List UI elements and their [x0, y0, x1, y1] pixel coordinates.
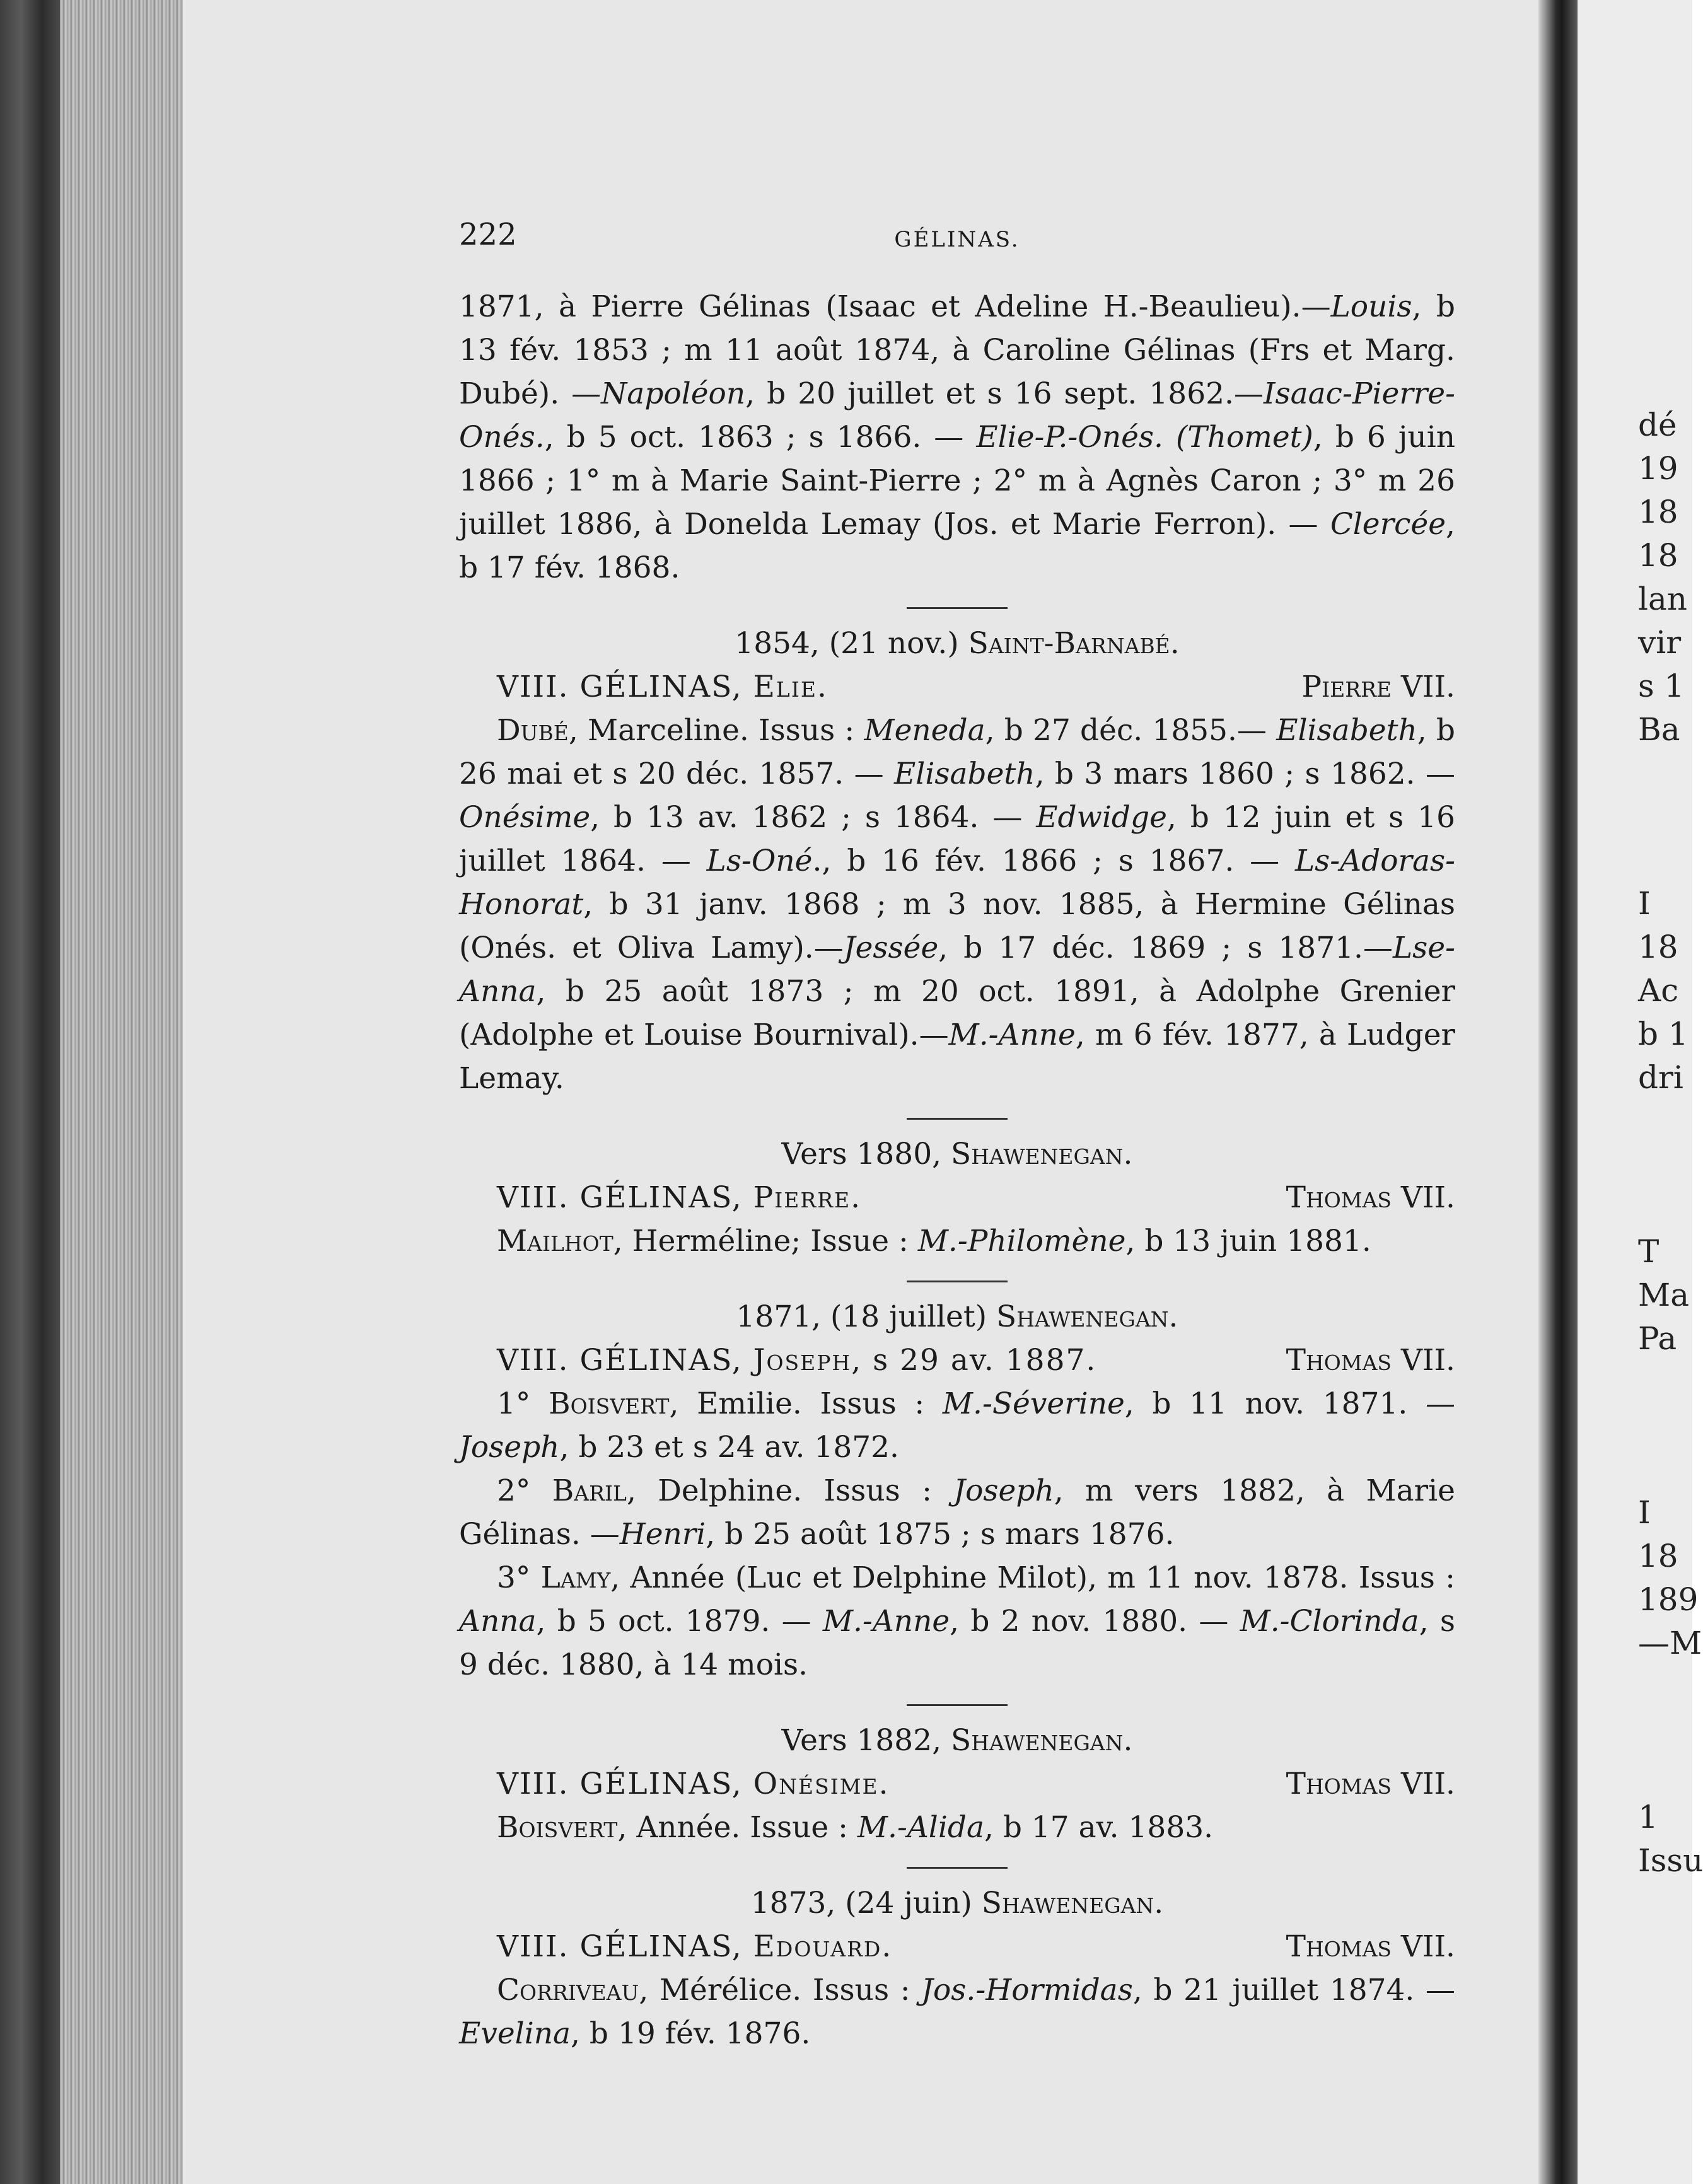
marriage-place: Shawenegan.	[981, 1886, 1164, 1920]
text-run: , Herméline; Issue :	[613, 1224, 918, 1258]
given-name: Elie.	[753, 670, 828, 704]
text-run: ., b 16 fév. 1866 ; s 1867. —	[812, 844, 1295, 878]
text-run: , Année (Luc et Delphine Milot), m 11 nov. 1878. Issus :	[610, 1560, 1455, 1595]
parent-reference: Thomas VII.	[1286, 1343, 1455, 1378]
next-page-edge	[1578, 0, 1703, 2184]
text-run: , b 31 janv. 1868 ; m 3 nov. 1885, à Hermine Gélinas (Onés. et Oliva Lamy).—	[459, 887, 1455, 965]
child-name: Elisabeth	[893, 757, 1035, 791]
generation-subject	[497, 1762, 890, 1806]
child-name: Jos.-Hormidas	[921, 1973, 1133, 2007]
text-run: , b 17 av. 1883.	[984, 1810, 1214, 1845]
parent-reference: Thomas VII.	[1286, 1180, 1455, 1215]
text-run: 1871, à Pierre Gélinas (Isaac et Adeline H.-Beaulieu).—	[459, 289, 1331, 324]
text-run: , m 6 fév. 1877, à Ludger Lemay.	[459, 1018, 1455, 1096]
section-divider	[907, 1704, 1008, 1706]
child-name: Louis	[1330, 289, 1412, 324]
child-name: Elisabeth	[1276, 713, 1417, 748]
page-stack	[60, 0, 183, 2184]
marriage-date: 1873, (24 juin)	[750, 1886, 982, 1920]
surname: VIII. GÉLINAS,	[497, 1180, 753, 1215]
child-name: Elie-P.-Onés. (Thomet)	[976, 420, 1313, 455]
marriage-date: Vers 1882,	[781, 1723, 951, 1758]
spouse-surname: Boisvert	[497, 1810, 618, 1845]
entry-text	[459, 1382, 1455, 1469]
text-run: , Mérélice. Issus :	[639, 1973, 922, 2007]
marriage-heading	[459, 1295, 1455, 1339]
child-name: M.-Anne	[948, 1018, 1076, 1052]
marriage-place: Saint-Barnabé.	[968, 626, 1180, 661]
text-run: , b 6 juin 1866 ; 1° m à Marie Saint-Pierre ; 2° m à Agnès Caron ; 3° m 26 juillet 1886, à Donelda Lemay (Jos. et Marie Ferron). —	[459, 420, 1455, 542]
entry-text	[459, 1968, 1455, 2055]
text-run: , b 5 oct. 1863 ; s 1866. —	[544, 420, 977, 455]
text-run: , b 25 août 1873 ; m 20 oct. 1891, à Adolphe Grenier (Adolphe et Louise Bournival).—	[459, 974, 1455, 1052]
entry-text	[459, 1556, 1455, 1687]
page-header	[459, 213, 1455, 270]
text-run: , b 20 juillet et s 16 sept. 1862.—	[745, 376, 1264, 411]
child-name: Onésime	[459, 800, 591, 835]
intro-paragraph	[459, 285, 1455, 590]
surname: VIII. GÉLINAS,	[497, 1343, 753, 1378]
family-entry	[459, 1281, 1455, 1687]
text-run: , b 21 juillet 1874. —	[1132, 1973, 1455, 2007]
page-content	[459, 213, 1455, 2055]
child-name: Henri	[619, 1517, 706, 1552]
text-run: 1°	[497, 1386, 549, 1421]
family-entry	[459, 1867, 1455, 2055]
text-run: , b 13 juin 1881.	[1125, 1224, 1371, 1258]
marriage-date: Vers 1880,	[781, 1137, 951, 1171]
parent-reference: Thomas VII.	[1286, 1767, 1455, 1801]
family-entries	[459, 607, 1455, 2055]
spouse-surname: Boisvert	[549, 1386, 670, 1421]
generation-subject	[497, 1176, 861, 1219]
text-run: , b 19 fév. 1876.	[571, 2016, 811, 2051]
entry-text	[459, 1806, 1455, 1849]
spouse-surname: Mailhot	[497, 1224, 613, 1258]
given-name: Pierre.	[753, 1180, 862, 1215]
running-head: GÉLINAS.	[894, 227, 1020, 252]
child-name: Evelina	[459, 2016, 571, 2051]
child-name: Clercée	[1330, 507, 1446, 542]
generation-line	[497, 1925, 1455, 1968]
book-edge	[0, 0, 60, 2184]
child-name: Isaac-Pierre-Onés.	[459, 376, 1455, 455]
section-divider	[907, 1118, 1008, 1120]
child-name: M.-Philomène	[917, 1224, 1126, 1258]
text-run: , b 17 fév. 1868.	[459, 507, 1455, 585]
given-name: Edouard.	[753, 1929, 893, 1964]
section-divider	[907, 1281, 1008, 1282]
death-note: , s 29 av. 1887.	[851, 1343, 1097, 1378]
generation-line	[497, 665, 1455, 709]
marriage-heading	[459, 622, 1455, 665]
parent-reference: Thomas VII.	[1286, 1929, 1455, 1964]
text-run: , m vers 1882, à Marie Gélinas. —	[459, 1473, 1455, 1552]
generation-subject	[497, 1339, 1096, 1382]
entry-text	[459, 709, 1455, 1100]
marriage-date: 1871, (18 juillet)	[736, 1299, 997, 1334]
text-run: , b 13 av. 1862 ; s 1864. —	[590, 800, 1037, 835]
child-name: Meneda	[864, 713, 985, 748]
child-name: Lse-Anna	[459, 931, 1455, 1009]
child-name: Ls-Oné	[706, 844, 813, 878]
section-divider	[907, 607, 1008, 609]
child-name: Joseph	[953, 1473, 1054, 1508]
marriage-place: Shawenegan.	[951, 1137, 1133, 1171]
text-run: , b 3 mars 1860 ; s 1862. —	[1035, 757, 1455, 791]
page-number: 222	[459, 217, 517, 252]
generation-line	[497, 1339, 1455, 1382]
text-run: , b 5 oct. 1879. —	[536, 1604, 823, 1639]
surname: VIII. GÉLINAS,	[497, 670, 753, 704]
next-page-text: dé 19 18 18 lan vir s 1 Ba I 18 Ac b 1 dri T Ma Pa I 18 189 —M 1 Issu	[1638, 407, 1703, 1879]
text-run: , b 23 et s 24 av. 1872.	[559, 1430, 899, 1465]
text-run: , Marceline. Issus :	[568, 713, 864, 748]
child-name: Jessée	[843, 931, 939, 965]
text-run: , b 13 fév. 1853 ; m 11 août 1874, à Caroline Gélinas (Frs et Marg. Dubé). —	[459, 289, 1455, 411]
text-run: , s 9 déc. 1880, à 14 mois.	[459, 1604, 1456, 1682]
text-run: , b 12 juin et s 16 juillet 1864. —	[459, 800, 1455, 878]
child-name: Edwidge	[1036, 800, 1167, 835]
given-name: Onésime.	[753, 1767, 890, 1801]
marriage-date: 1854, (21 nov.)	[735, 626, 968, 661]
text-run: , b 27 déc. 1855.—	[985, 713, 1277, 748]
surname: VIII. GÉLINAS,	[497, 1767, 753, 1801]
spouse-surname: Lamy	[540, 1560, 611, 1595]
generation-line	[497, 1762, 1455, 1806]
marriage-heading	[459, 1881, 1455, 1925]
child-name: M.-Alida	[857, 1810, 984, 1845]
child-name: M.-Clorinda	[1240, 1604, 1419, 1639]
text-run: , b 26 mai et s 20 déc. 1857. —	[459, 713, 1455, 791]
marriage-heading	[459, 1719, 1455, 1762]
surname: VIII. GÉLINAS,	[497, 1929, 753, 1964]
parent-reference: Pierre VII.	[1301, 670, 1455, 704]
generation-line	[497, 1176, 1455, 1219]
marriage-place: Shawenegan.	[951, 1723, 1133, 1758]
text-run: , b 2 nov. 1880. —	[950, 1604, 1240, 1639]
text-run: 2°	[497, 1473, 552, 1508]
spouse-surname: Corriveau	[497, 1973, 639, 2007]
child-name: Ls-Adoras-Honorat	[459, 844, 1455, 922]
family-entry	[459, 607, 1455, 1100]
text-run: , b 25 août 1875 ; s mars 1876.	[706, 1517, 1175, 1552]
child-name: Joseph	[459, 1430, 560, 1465]
section-divider	[907, 1867, 1008, 1869]
text-run: , Année. Issue :	[617, 1810, 857, 1845]
child-name: M.-Séverine	[942, 1386, 1125, 1421]
family-entry	[459, 1704, 1455, 1849]
marriage-heading	[459, 1132, 1455, 1176]
entry-text	[459, 1219, 1455, 1263]
book-gutter	[1538, 0, 1578, 2184]
spouse-surname: Dubé	[497, 713, 569, 748]
text-run: 3°	[497, 1560, 541, 1595]
generation-subject	[497, 665, 828, 709]
text-run: , b 11 nov. 1871. —	[1124, 1386, 1455, 1421]
generation-subject	[497, 1925, 892, 1968]
text-run: , b 17 déc. 1869 ; s 1871.—	[938, 931, 1393, 965]
text-run: , Emilie. Issus :	[669, 1386, 943, 1421]
spouse-surname: Baril	[552, 1473, 627, 1508]
text-run: , Delphine. Issus :	[626, 1473, 954, 1508]
child-name: Napoléon	[601, 376, 746, 411]
child-name: Anna	[459, 1604, 537, 1639]
marriage-place: Shawenegan.	[996, 1299, 1178, 1334]
family-entry	[459, 1118, 1455, 1263]
given-name: Joseph	[753, 1343, 852, 1378]
child-name: M.-Anne	[822, 1604, 950, 1639]
entry-text	[459, 1469, 1455, 1556]
